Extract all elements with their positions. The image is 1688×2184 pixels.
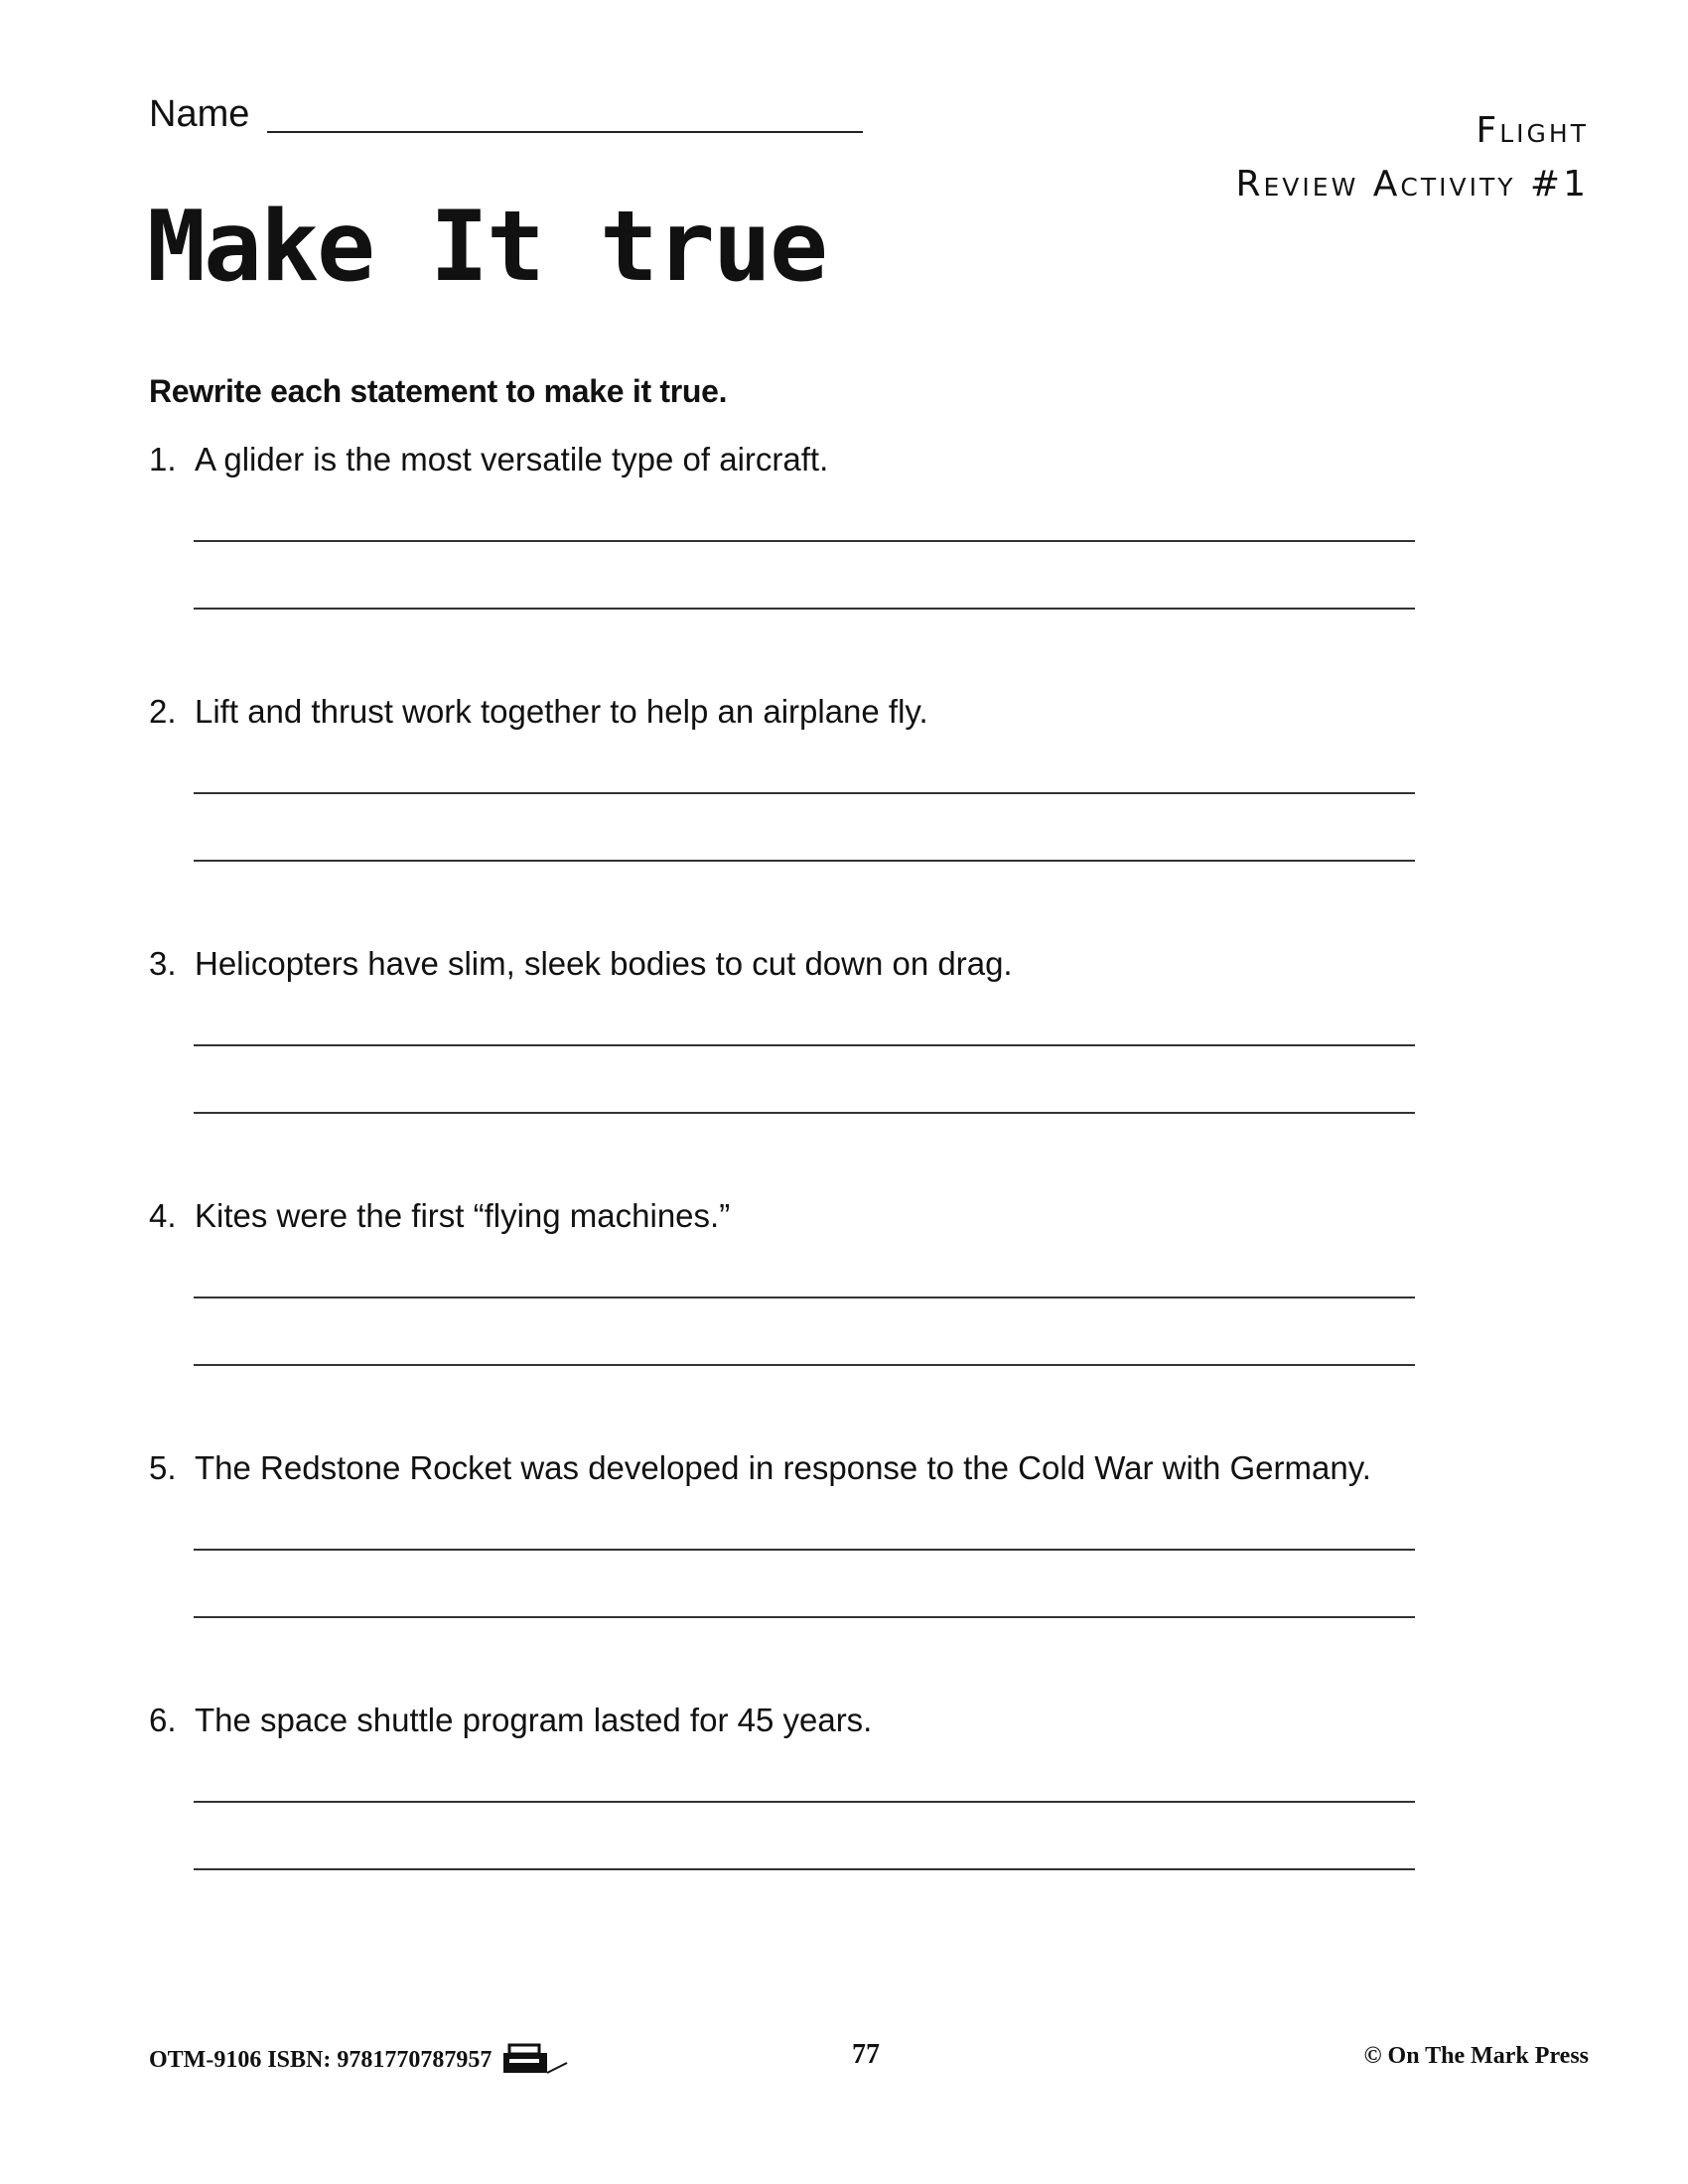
printer-icon — [501, 2043, 571, 2077]
question-4 — [149, 1199, 1420, 1232]
name-field-row — [149, 91, 863, 133]
question-2 — [149, 695, 1420, 728]
footer-left — [149, 2043, 571, 2077]
subject-label: Flight — [1476, 110, 1589, 151]
question-text: The space shuttle program lasted for 45 years. — [195, 1702, 873, 1738]
answer-line[interactable] — [194, 1801, 1415, 1803]
answer-line[interactable] — [194, 1297, 1415, 1298]
question-number: 6. — [149, 1702, 177, 1738]
question-text: Helicopters have slim, sleek bodies to cut down on drag. — [195, 945, 1013, 982]
answer-line[interactable] — [194, 1549, 1415, 1551]
question-number: 1. — [149, 441, 177, 478]
question-text: The Redstone Rocket was developed in response to the Cold War with Germany. — [195, 1449, 1371, 1486]
header-right — [1236, 104, 1590, 211]
question-text: A glider is the most versatile type of aircraft. — [195, 441, 829, 478]
name-label: Name — [149, 93, 250, 135]
question-text: Kites were the first “flying machines.” — [195, 1197, 731, 1234]
question-1 — [149, 443, 1420, 476]
answer-line[interactable] — [194, 792, 1415, 794]
question-number: 2. — [149, 693, 177, 730]
copyright: © On The Mark Press — [1363, 2043, 1589, 2069]
activity-label: Review Activity #1 — [1235, 164, 1589, 205]
page-number: 77 — [852, 2039, 880, 2070]
answer-line[interactable] — [194, 1044, 1415, 1046]
page-title: Make It true — [147, 191, 827, 304]
question-6 — [149, 1704, 1420, 1736]
question-text: Lift and thrust work together to help an airplane fly. — [195, 693, 928, 730]
instructions: Rewrite each statement to make it true. — [149, 373, 728, 409]
question-5 — [149, 1451, 1420, 1484]
answer-line[interactable] — [194, 1616, 1415, 1618]
answer-line[interactable] — [194, 608, 1415, 610]
name-write-line[interactable] — [267, 91, 863, 133]
answer-line[interactable] — [194, 1364, 1415, 1366]
answer-line[interactable] — [194, 1112, 1415, 1114]
question-3 — [149, 947, 1420, 980]
question-number: 3. — [149, 945, 177, 982]
answer-line[interactable] — [194, 540, 1415, 542]
answer-line[interactable] — [194, 860, 1415, 862]
question-number: 4. — [149, 1197, 177, 1234]
answer-line[interactable] — [194, 1868, 1415, 1870]
footer-code: OTM-9106 ISBN: 9781770787957 — [149, 2046, 492, 2073]
question-number: 5. — [149, 1449, 177, 1486]
